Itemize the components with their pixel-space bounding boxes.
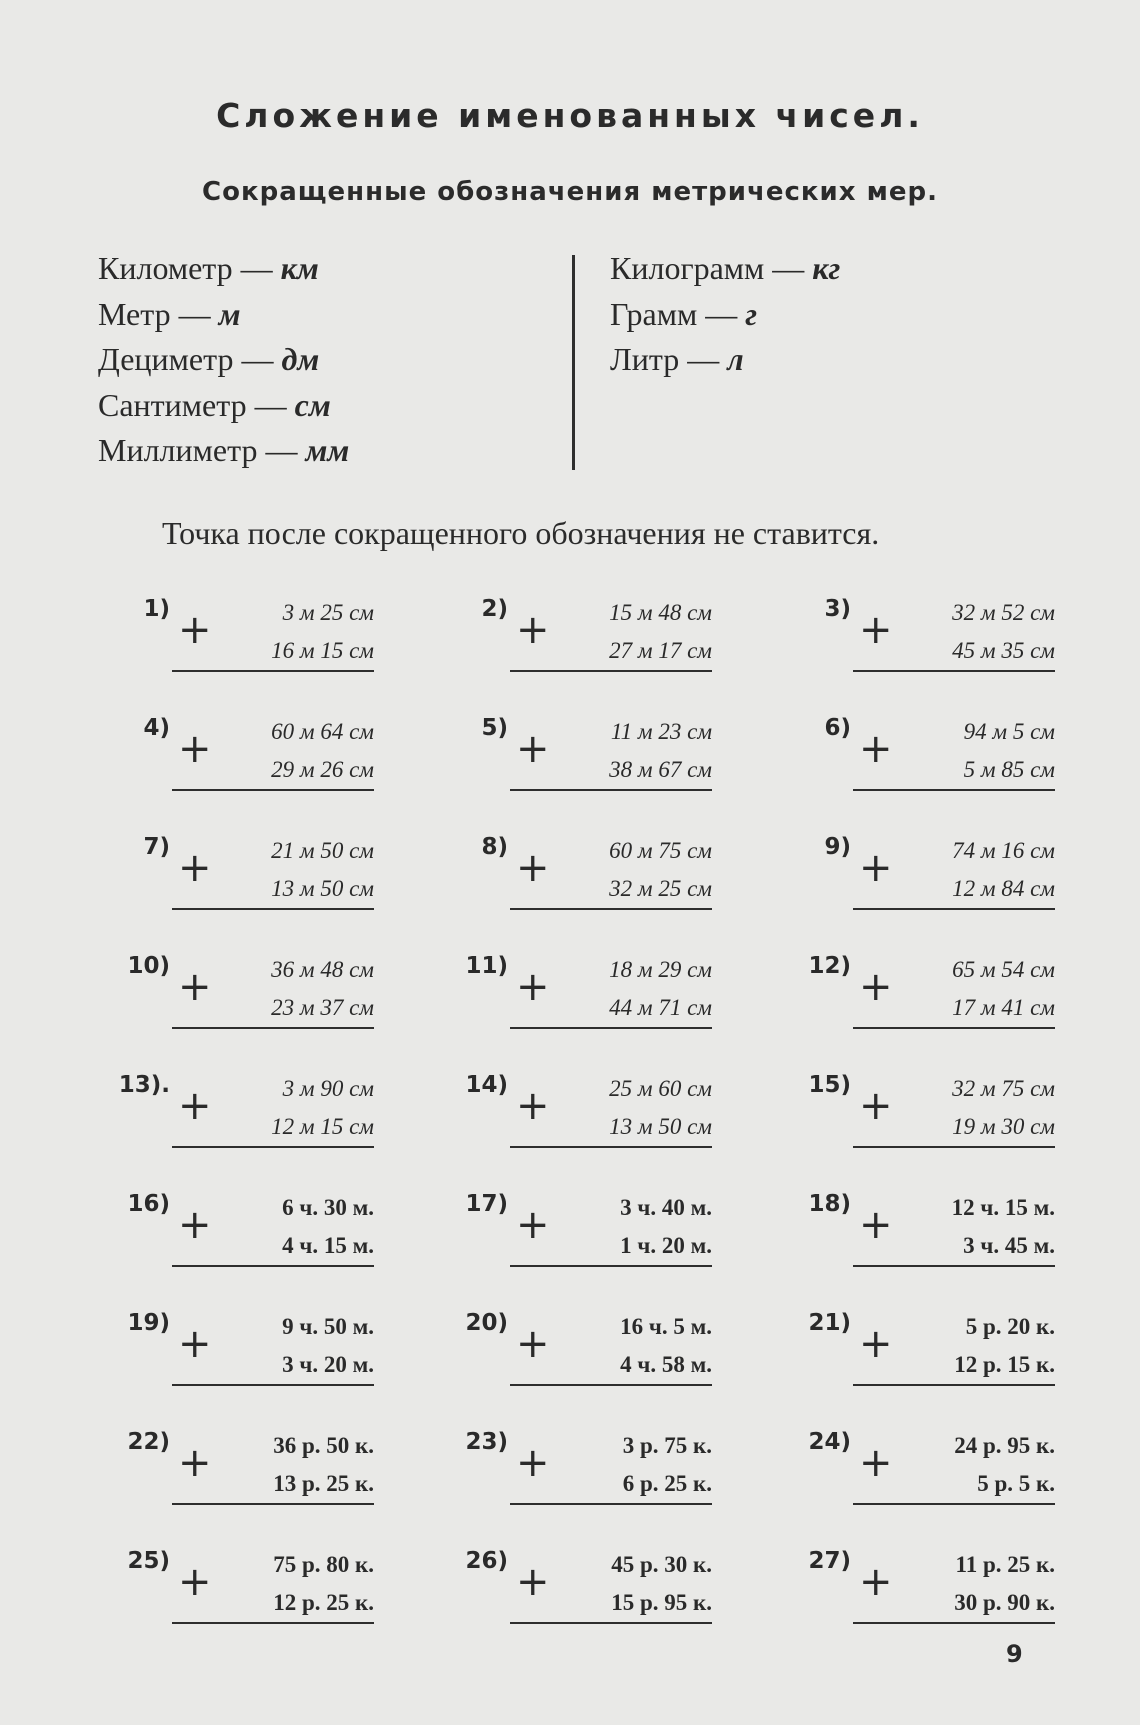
sum-line: [853, 789, 1055, 791]
unit-dash: —: [246, 386, 295, 423]
unit-abbreviation: кг: [812, 250, 841, 286]
sum-line: [172, 1503, 374, 1505]
addition-problem: [450, 834, 750, 934]
first-addend: 32 м 52 см: [952, 600, 1055, 625]
unit-dash: —: [764, 250, 813, 286]
first-addend: 94 м 5 см: [963, 719, 1055, 744]
plus-sign: +: [516, 1202, 550, 1248]
addition-problem: [112, 1072, 412, 1172]
problem-number: 15): [808, 1072, 851, 1098]
plus-sign: +: [178, 1083, 212, 1129]
plus-sign: +: [859, 1083, 893, 1129]
problem-number: 9): [824, 834, 851, 860]
first-addend: 15 м 48 см: [609, 600, 712, 625]
problem-number: 19): [127, 1310, 170, 1336]
problem-number: 17): [465, 1191, 508, 1217]
problem-terms: [897, 1189, 1055, 1265]
problem-number: 12): [808, 953, 851, 979]
unit-name: Дециметр: [98, 341, 234, 377]
plus-sign: +: [516, 607, 550, 653]
first-addend: 3 м 90 см: [282, 1076, 374, 1101]
first-addend: 36 р. 50 к.: [273, 1433, 374, 1458]
plus-sign: +: [178, 1321, 212, 1367]
addition-problem: [112, 834, 412, 934]
problem-number: 8): [481, 834, 508, 860]
problem-terms: [554, 594, 712, 670]
addition-problem: [112, 953, 412, 1053]
problem-terms: [897, 713, 1055, 789]
first-addend: 9 ч. 50 м.: [282, 1314, 374, 1339]
sum-line: [853, 1384, 1055, 1386]
first-addend: 12 ч. 15 м.: [951, 1195, 1055, 1220]
problem-number: 4): [143, 715, 170, 741]
problem-number: 13).: [118, 1072, 170, 1098]
plus-sign: +: [859, 1202, 893, 1248]
plus-sign: +: [859, 607, 893, 653]
second-addend: 6 р. 25 к.: [622, 1471, 712, 1496]
addition-problem: [112, 1310, 412, 1410]
unit-dash: —: [679, 341, 728, 377]
problem-number: 24): [808, 1429, 851, 1455]
sum-line: [172, 1265, 374, 1267]
problem-terms: [897, 832, 1055, 908]
first-addend: 24 р. 95 к.: [954, 1433, 1055, 1458]
second-addend: 32 м 25 см: [609, 876, 712, 901]
sum-line: [853, 670, 1055, 672]
problem-terms: [216, 1427, 374, 1503]
second-addend: 12 р. 25 к.: [273, 1590, 374, 1615]
sum-line: [172, 1027, 374, 1029]
page-title: Сложение именованных чисел.: [216, 96, 924, 135]
unit-name: Грамм: [610, 295, 698, 332]
plus-sign: +: [859, 964, 893, 1010]
problem-number: 1): [143, 596, 170, 622]
second-addend: 12 м 84 см: [952, 876, 1055, 901]
addition-problem: [450, 596, 750, 696]
second-addend: 3 ч. 20 м.: [282, 1352, 374, 1377]
problem-terms: [554, 1427, 712, 1503]
problem-terms: [216, 713, 374, 789]
addition-problem: [450, 1429, 750, 1529]
first-addend: 18 м 29 см: [609, 957, 712, 982]
first-addend: 75 р. 80 к.: [273, 1552, 374, 1577]
plus-sign: +: [859, 845, 893, 891]
first-addend: 11 м 23 см: [610, 719, 712, 744]
unit-abbreviation: л: [727, 341, 744, 377]
sum-line: [172, 908, 374, 910]
sum-line: [510, 1265, 712, 1267]
plus-sign: +: [516, 1440, 550, 1486]
first-addend: 25 м 60 см: [609, 1076, 712, 1101]
problem-terms: [554, 832, 712, 908]
second-addend: 3 ч. 45 м.: [963, 1233, 1055, 1258]
unit-abbreviation: см: [294, 386, 331, 423]
unit-abbreviation: г: [745, 295, 757, 332]
second-addend: 1 ч. 20 м.: [620, 1233, 712, 1258]
problem-terms: [897, 1308, 1055, 1384]
page-subtitle: Сокращенные обозначения метрических мер.: [202, 177, 938, 207]
second-addend: 45 м 35 см: [952, 638, 1055, 663]
problem-number: 6): [824, 715, 851, 741]
problem-number: 7): [143, 834, 170, 860]
addition-problem: [793, 953, 1093, 1053]
addition-problem: [793, 1191, 1093, 1291]
unit-abbreviation: дм: [281, 341, 320, 377]
plus-sign: +: [859, 1559, 893, 1605]
problem-terms: [216, 832, 374, 908]
first-addend: 3 ч. 40 м.: [620, 1195, 712, 1220]
addition-problem: [793, 1548, 1093, 1648]
addition-problem: [112, 1548, 412, 1648]
second-addend: 30 р. 90 к.: [954, 1590, 1055, 1615]
sum-line: [172, 789, 374, 791]
abbreviation-note: Точка после сокращенного обозначения не ставится.: [162, 515, 880, 551]
second-addend: 13 м 50 см: [271, 876, 374, 901]
first-addend: 60 м 75 см: [609, 838, 712, 863]
sum-line: [510, 1503, 712, 1505]
second-addend: 5 м 85 см: [963, 757, 1055, 782]
sum-line: [853, 1265, 1055, 1267]
problem-terms: [554, 713, 712, 789]
problem-terms: [216, 1070, 374, 1146]
problem-number: 20): [465, 1310, 508, 1336]
problem-terms: [554, 1070, 712, 1146]
second-addend: 15 р. 95 к.: [611, 1590, 712, 1615]
sum-line: [510, 670, 712, 672]
first-addend: 74 м 16 см: [952, 838, 1055, 863]
second-addend: 12 р. 15 к.: [954, 1352, 1055, 1377]
addition-problem: [112, 1429, 412, 1529]
problem-number: 18): [808, 1191, 851, 1217]
sum-line: [510, 1027, 712, 1029]
addition-problem: [793, 596, 1093, 696]
first-addend: 65 м 54 см: [952, 957, 1055, 982]
sum-line: [172, 670, 374, 672]
problem-terms: [216, 1546, 374, 1622]
unit-name: Килограмм: [610, 250, 765, 286]
unit-abbreviation: км: [280, 250, 319, 286]
second-addend: 17 м 41 см: [952, 995, 1055, 1020]
unit-dash: —: [232, 250, 281, 286]
plus-sign: +: [178, 726, 212, 772]
sum-line: [172, 1384, 374, 1386]
problem-terms: [897, 1070, 1055, 1146]
plus-sign: +: [178, 607, 212, 653]
problem-number: 11): [465, 953, 508, 979]
second-addend: 4 ч. 58 м.: [620, 1352, 712, 1377]
second-addend: 38 м 67 см: [609, 757, 712, 782]
second-addend: 29 м 26 см: [271, 757, 374, 782]
second-addend: 12 м 15 см: [271, 1114, 374, 1139]
sum-line: [510, 1146, 712, 1148]
addition-problem: [450, 1548, 750, 1648]
unit-dash: —: [257, 432, 306, 468]
second-addend: 23 м 37 см: [271, 995, 374, 1020]
sum-line: [510, 908, 712, 910]
problem-number: 21): [808, 1310, 851, 1336]
unit-dash: —: [697, 295, 746, 332]
addition-problem: [450, 1191, 750, 1291]
sum-line: [853, 1503, 1055, 1505]
first-addend: 36 м 48 см: [271, 957, 374, 982]
problem-number: 27): [808, 1548, 851, 1574]
problem-terms: [554, 1308, 712, 1384]
addition-problem: [112, 715, 412, 815]
sum-line: [172, 1622, 374, 1624]
plus-sign: +: [178, 1440, 212, 1486]
problem-terms: [554, 1189, 712, 1265]
problem-terms: [897, 951, 1055, 1027]
unit-name: Километр: [98, 250, 233, 286]
addition-problem: [112, 596, 412, 696]
problem-number: 2): [481, 596, 508, 622]
problem-terms: [554, 1546, 712, 1622]
second-addend: 16 м 15 см: [271, 638, 374, 663]
first-addend: 6 ч. 30 м.: [282, 1195, 374, 1220]
problem-number: 23): [465, 1429, 508, 1455]
first-addend: 3 м 25 см: [282, 600, 374, 625]
sum-line: [853, 1027, 1055, 1029]
problem-terms: [897, 1427, 1055, 1503]
first-addend: 45 р. 30 к.: [611, 1552, 712, 1577]
problem-number: 16): [127, 1191, 170, 1217]
unit-name: Сантиметр: [98, 386, 247, 423]
second-addend: 5 р. 5 к.: [977, 1471, 1055, 1496]
plus-sign: +: [178, 1559, 212, 1605]
first-addend: 11 р. 25 к.: [955, 1552, 1055, 1577]
problem-number: 3): [824, 596, 851, 622]
plus-sign: +: [516, 1321, 550, 1367]
second-addend: 13 м 50 см: [609, 1114, 712, 1139]
plus-sign: +: [178, 845, 212, 891]
unit-dash: —: [233, 341, 282, 377]
second-addend: 4 ч. 15 м.: [282, 1233, 374, 1258]
first-addend: 32 м 75 см: [952, 1076, 1055, 1101]
second-addend: 13 р. 25 к.: [273, 1471, 374, 1496]
addition-problem: [450, 1072, 750, 1172]
addition-problem: [793, 1310, 1093, 1410]
unit-abbreviation: мм: [305, 432, 350, 468]
addition-problem: [793, 1072, 1093, 1172]
problem-number: 14): [465, 1072, 508, 1098]
sum-line: [172, 1146, 374, 1148]
sum-line: [510, 1384, 712, 1386]
addition-problem: [793, 715, 1093, 815]
plus-sign: +: [178, 964, 212, 1010]
second-addend: 27 м 17 см: [609, 638, 712, 663]
plus-sign: +: [859, 1321, 893, 1367]
plus-sign: +: [516, 1083, 550, 1129]
plus-sign: +: [859, 726, 893, 772]
unit-name: Литр: [610, 341, 680, 377]
plus-sign: +: [178, 1202, 212, 1248]
problem-number: 26): [465, 1548, 508, 1574]
problem-number: 5): [481, 715, 508, 741]
addition-problem: [793, 834, 1093, 934]
problem-terms: [897, 594, 1055, 670]
problem-terms: [554, 951, 712, 1027]
plus-sign: +: [859, 1440, 893, 1486]
first-addend: 5 р. 20 к.: [965, 1314, 1055, 1339]
problem-terms: [897, 1546, 1055, 1622]
sum-line: [510, 789, 712, 791]
unit-name: Метр: [98, 295, 171, 332]
page-number: 9: [1006, 1640, 1023, 1668]
plus-sign: +: [516, 845, 550, 891]
problem-terms: [216, 1189, 374, 1265]
plus-sign: +: [516, 1559, 550, 1605]
addition-problem: [450, 953, 750, 1053]
problem-terms: [216, 1308, 374, 1384]
problem-number: 10): [127, 953, 170, 979]
unit-name: Миллиметр: [98, 432, 258, 468]
problem-number: 22): [127, 1429, 170, 1455]
problem-number: 25): [127, 1548, 170, 1574]
addition-problem: [793, 1429, 1093, 1529]
sum-line: [853, 1622, 1055, 1624]
problem-terms: [216, 951, 374, 1027]
plus-sign: +: [516, 964, 550, 1010]
sum-line: [510, 1622, 712, 1624]
first-addend: 3 р. 75 к.: [622, 1433, 712, 1458]
sum-line: [853, 908, 1055, 910]
second-addend: 44 м 71 см: [609, 995, 712, 1020]
problem-terms: [216, 594, 374, 670]
second-addend: 19 м 30 см: [952, 1114, 1055, 1139]
first-addend: 21 м 50 см: [271, 838, 374, 863]
addition-problem: [112, 1191, 412, 1291]
addition-problem: [450, 1310, 750, 1410]
plus-sign: +: [516, 726, 550, 772]
first-addend: 16 ч. 5 м.: [620, 1314, 712, 1339]
addition-problem: [450, 715, 750, 815]
first-addend: 60 м 64 см: [271, 719, 374, 744]
sum-line: [853, 1146, 1055, 1148]
unit-abbreviation: м: [218, 295, 241, 332]
unit-dash: —: [170, 295, 219, 332]
